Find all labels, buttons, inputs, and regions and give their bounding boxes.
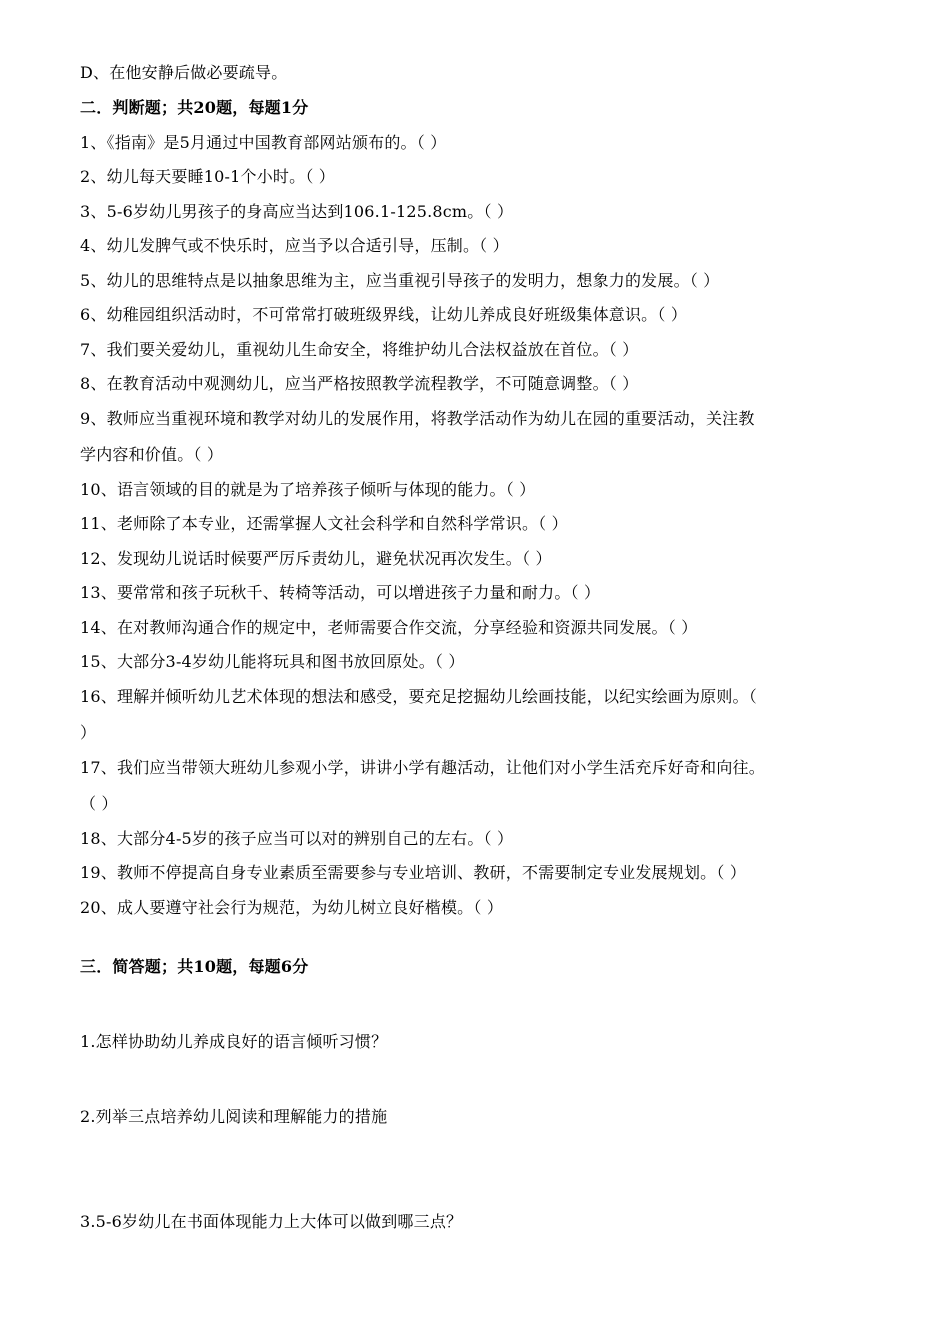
judgment-item-18: 18、大部分4-5岁的孩子应当可以对的辨别自己的左右。（ ） [80,829,514,848]
section-2-heading: 二．判断题；共20题，每题1分 [80,98,309,117]
judgment-item-9-continued: 学内容和价值。（ ） [80,445,224,464]
short-answer-question-2: 2.列举三点培养幼儿阅读和理解能力的措施 [80,1107,388,1126]
judgment-item-12: 12、发现幼儿说话时候要严厉斥责幼儿，避免状况再次发生。（ ） [80,549,552,568]
short-answer-question-1: 1.怎样协助幼儿养成良好的语言倾听习惯？ [80,1032,388,1051]
section-3-heading: 三．简答题；共10题，每题6分 [80,957,309,976]
judgment-item-17-continued: （ ） [80,794,118,813]
judgment-item-9: 9、教师应当重视环境和教学对幼儿的发展作用，将教学活动作为幼儿在园的重要活动，关注教 [80,409,755,428]
judgment-item-8: 8、在教育活动中观测幼儿，应当严格按照教学流程教学，不可随意调整。（ ） [80,374,639,393]
judgment-item-13: 13、要常常和孩子玩秋千、转椅等活动，可以增进孩子力量和耐力。（ ） [80,583,601,602]
judgment-item-19: 19、教师不停提高自身专业素质至需要参与专业培训、教研，不需要制定专业发展规划。（ ） [80,863,747,882]
short-answer-question-3: 3.5-6岁幼儿在书面体现能力上大体可以做到哪三点？ [80,1212,463,1231]
judgment-item-7: 7、我们要关爱幼儿，重视幼儿生命安全，将维护幼儿合法权益放在首位。（ ） [80,340,639,359]
judgment-item-17: 17、我们应当带领大班幼儿参观小学，讲讲小学有趣活动，让他们对小学生活充斥好奇和向往。 [80,758,765,777]
judgment-item-16-continued: ） [80,723,97,742]
judgment-item-15: 15、大部分3-4岁幼儿能将玩具和图书放回原处。（ ） [80,652,465,671]
judgment-item-4: 4、幼儿发脾气或不快乐时，应当予以合适引导，压制。（ ） [80,236,509,255]
judgment-item-10: 10、语言领域的目的就是为了培养孩子倾听与体现的能力。（ ） [80,480,536,499]
judgment-item-6: 6、幼稚园组织活动时，不可常常打破班级界线，让幼儿养成良好班级集体意识。（ ） [80,305,688,324]
judgment-item-16: 16、理解并倾听幼儿艺术体现的想法和感受，要充足挖掘幼儿绘画技能，以纪实绘画为原则。（ [80,687,757,706]
judgment-item-1: 1、《指南》是5月通过中国教育部网站颁布的。（ ） [80,133,447,152]
previous-item-d: D、在他安静后做必要疏导。 [80,63,288,82]
judgment-item-11: 11、老师除了本专业，还需掌握人文社会科学和自然科学常识。（ ） [80,514,568,533]
judgment-item-20: 20、成人要遵守社会行为规范，为幼儿树立良好楷模。（ ） [80,898,504,917]
judgment-item-3: 3、5-6岁幼儿男孩子的身高应当达到106.1-125.8cm。（ ） [80,202,514,221]
judgment-item-2: 2、幼儿每天要睡10-1个小时。（ ） [80,167,336,186]
judgment-item-14: 14、在对教师沟通合作的规定中，老师需要合作交流，分享经验和资源共同发展。（ ） [80,618,698,637]
judgment-item-5: 5、幼儿的思维特点是以抽象思维为主，应当重视引导孩子的发明力，想象力的发展。（ ） [80,271,720,290]
